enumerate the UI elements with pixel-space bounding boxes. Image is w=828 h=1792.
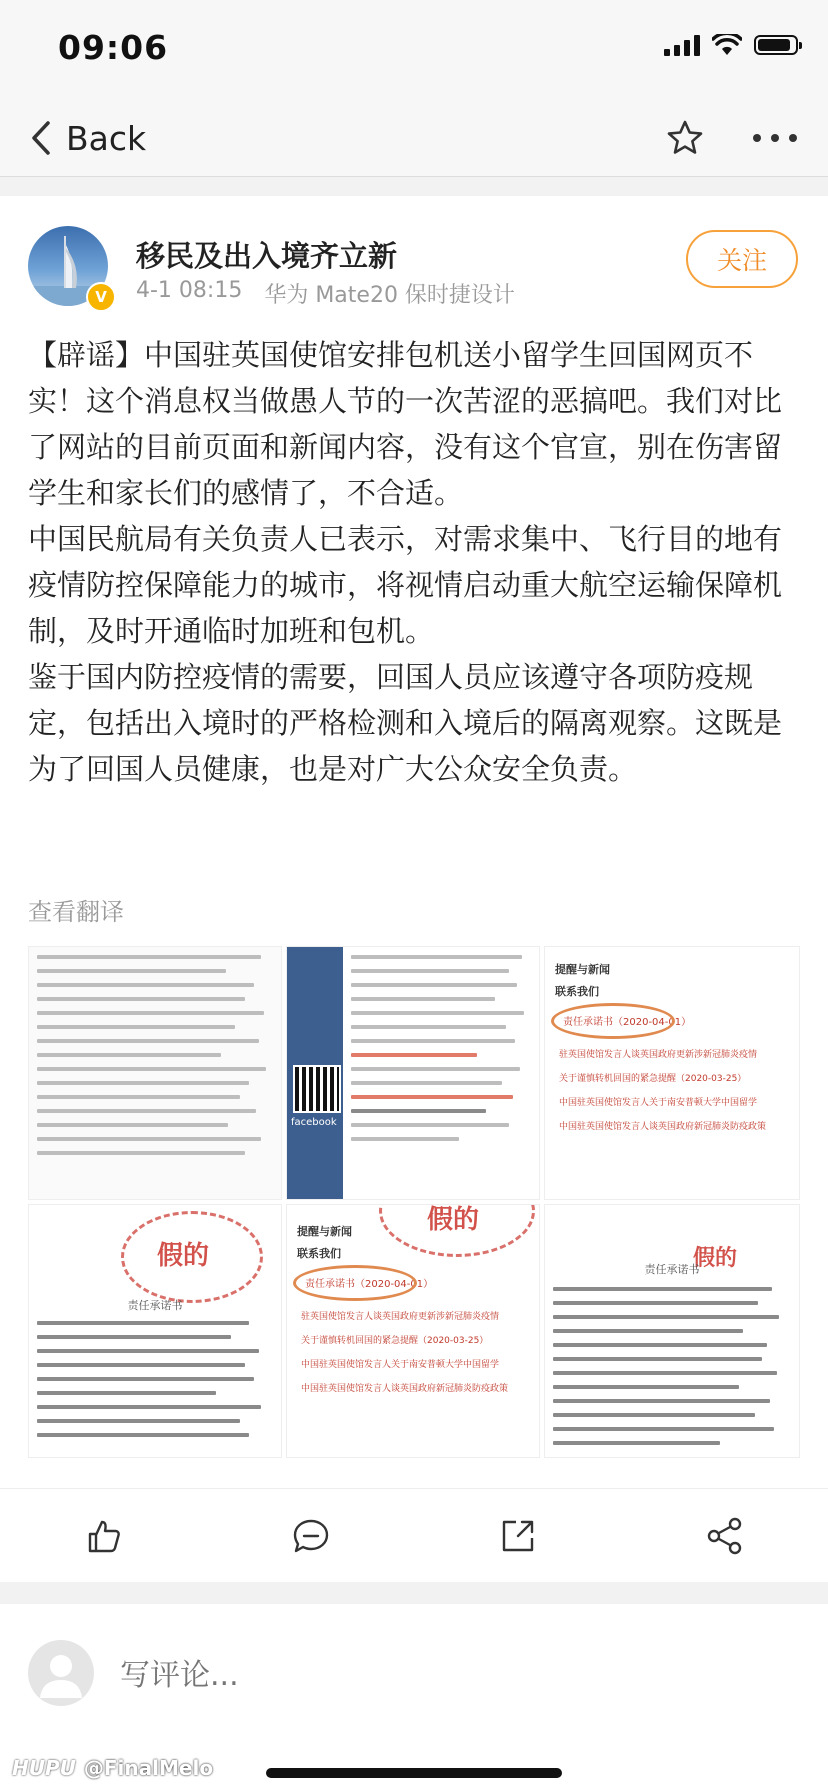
default-avatar-icon	[28, 1640, 94, 1706]
like-button[interactable]	[74, 1506, 134, 1566]
news-item: 关于谨慎转机回国的紧急提醒（2020-03-25）	[559, 1074, 747, 1084]
signal-icon	[664, 34, 700, 56]
news-item: 驻英国使馆发言人谈英国政府更新涉新冠肺炎疫情	[301, 1312, 500, 1322]
comment-icon	[291, 1516, 331, 1556]
chevron-left-icon	[30, 120, 52, 156]
status-icons	[664, 34, 798, 56]
watermark-brand: HUPU	[12, 1756, 76, 1780]
highlight-circle	[551, 1003, 675, 1039]
share-icon	[705, 1516, 745, 1556]
image-thumbnail[interactable]	[28, 1204, 282, 1458]
nav-bar	[0, 100, 828, 177]
facebook-label: facebook	[291, 1117, 337, 1128]
repost-button[interactable]	[488, 1506, 548, 1566]
follow-button[interactable]: 关注	[686, 230, 798, 288]
post-time: 4-1 08:15	[136, 278, 243, 303]
website-section: 联系我们	[555, 985, 599, 998]
fake-label: 假的	[157, 1241, 210, 1271]
website-section: 联系我们	[297, 1247, 341, 1260]
back-label: Back	[66, 118, 147, 158]
post-paragraph: 鉴于国内防控疫情的需要，回国人员应该遵守各项防疫规定，包括出入境时的严格检测和入境后的隔离观察。这既是为了回国人员健康，也是对广大公众安全负责。	[28, 660, 783, 786]
post-actions	[0, 1488, 828, 1583]
highlighted-news-item: 责任承诺书（2020-04-01）	[563, 1017, 692, 1028]
nav-actions	[666, 108, 798, 168]
star-icon[interactable]	[666, 119, 704, 157]
post-text	[28, 332, 788, 792]
battery-fill	[758, 39, 790, 51]
image-grid	[28, 946, 800, 1466]
news-item: 关于谨慎转机回国的紧急提醒（2020-03-25）	[301, 1336, 489, 1346]
like-icon	[84, 1516, 124, 1556]
wifi-icon	[712, 34, 742, 56]
verified-badge: V	[86, 282, 116, 312]
battery-icon	[754, 35, 798, 55]
post-paragraph: 中国民航局有关负责人已表示，对需求集中、飞行目的地有疫情防控保障能力的城市，将视情启动重大航空运输保障机制，及时开通临时加班和包机。	[28, 522, 783, 648]
image-thumbnail[interactable]	[544, 1204, 800, 1458]
back-button[interactable]	[30, 108, 146, 168]
news-item: 中国驻英国使馆发言人关于南安普顿大学中国留学	[559, 1098, 758, 1108]
share-button[interactable]	[695, 1506, 755, 1566]
watermark-user: @FinalMelo	[83, 1756, 214, 1780]
post-paragraph: 【辟谣】中国驻英国使馆安排包机送小留学生回国网页不实！这个消息权当做愚人节的一次苦涩的恶搞吧。我们对比了网站的目前页面和新闻内容，没有这个官宣，别在伤害留学生和家长们的感情了，不合适。	[28, 338, 783, 510]
news-item: 中国驻英国使馆发言人谈英国政府新冠肺炎防疫政策	[559, 1122, 767, 1132]
status-time: 09:06	[58, 28, 169, 67]
website-section: 提醒与新闻	[297, 1225, 352, 1238]
image-thumbnail[interactable]	[544, 946, 800, 1200]
image-thumbnail[interactable]	[286, 1204, 540, 1458]
home-indicator[interactable]	[266, 1768, 562, 1778]
post-device: 华为 Mate20 保时捷设计	[264, 283, 515, 308]
repost-icon	[498, 1516, 538, 1556]
news-item: 中国驻英国使馆发言人关于南安普顿大学中国留学	[301, 1360, 500, 1370]
post-meta	[136, 278, 515, 309]
image-thumbnail[interactable]	[286, 946, 540, 1200]
image-thumbnail[interactable]	[28, 946, 282, 1200]
highlighted-news-item: 责任承诺书（2020-04-01）	[305, 1279, 434, 1290]
post-card	[0, 196, 828, 1582]
translate-link[interactable]: 查看翻译	[28, 898, 124, 926]
comment-input[interactable]	[120, 1650, 780, 1700]
more-icon[interactable]	[752, 133, 798, 143]
watermark	[12, 1756, 213, 1780]
fake-label: 假的	[427, 1205, 480, 1235]
document-title: 责任承诺书	[644, 1263, 700, 1276]
document-title: 责任承诺书	[127, 1299, 183, 1312]
user-avatar	[28, 1640, 94, 1706]
author-name[interactable]: 移民及出入境齐立新	[136, 239, 398, 273]
fake-label: 假的	[693, 1245, 738, 1271]
news-item: 驻英国使馆发言人谈英国政府更新涉新冠肺炎疫情	[559, 1050, 758, 1060]
highlight-circle	[293, 1265, 417, 1301]
website-section: 提醒与新闻	[555, 963, 610, 976]
status-bar	[0, 0, 828, 100]
news-item: 中国驻英国使馆发言人谈英国政府新冠肺炎防疫政策	[301, 1384, 509, 1394]
qr-code-icon	[293, 1065, 341, 1113]
comment-button[interactable]	[281, 1506, 341, 1566]
